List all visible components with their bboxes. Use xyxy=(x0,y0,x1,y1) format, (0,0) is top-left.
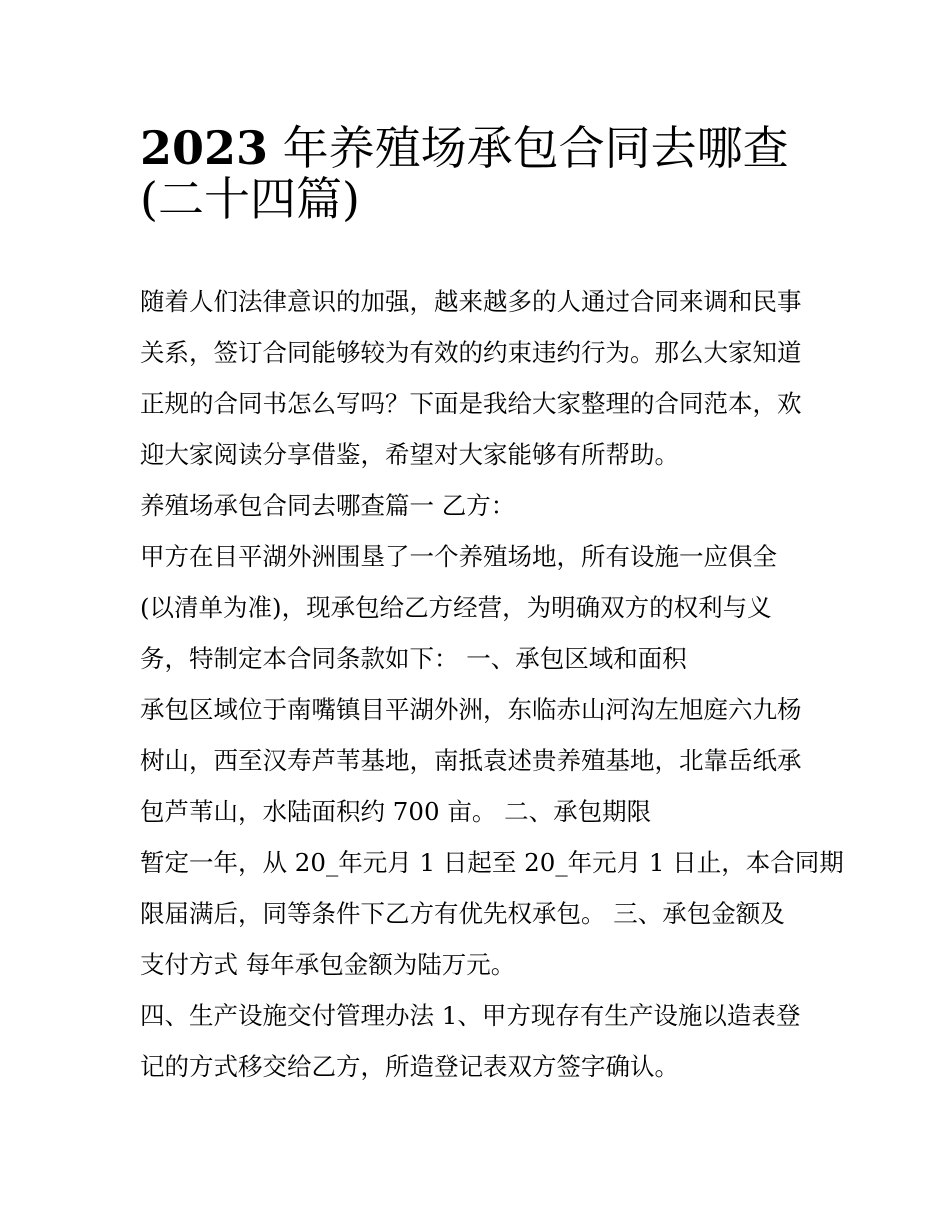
body-line: 承包区域位于南嘴镇目平湖外洲，东临赤山河沟左旭庭六九杨 xyxy=(140,695,802,724)
body-line: 甲方在目平湖外洲围垦了一个养殖场地，所有设施一应俱全 xyxy=(140,542,777,571)
body-line: 树山，西至汉寿芦苇基地，南抵袁述贵养殖基地，北靠岳纸承 xyxy=(140,746,802,775)
body-line: 支付方式 每年承包金额为陆万元。 xyxy=(140,950,516,979)
body-line: 暂定一年，从 20_年元月 1 日起至 20_年元月 1 日止，本合同期 xyxy=(140,848,844,877)
title-year: 2023 xyxy=(140,121,269,175)
title-line-1-text: 年养殖场承包合同去哪查 xyxy=(268,121,789,175)
document-title xyxy=(140,114,830,226)
section-heading: 养殖场承包合同去哪查篇一 乙方： xyxy=(140,491,516,520)
body-line: 迎大家阅读分享借鉴，希望对大家能够有所帮助。 xyxy=(140,440,679,469)
body-line: 随着人们法律意识的加强，越来越多的人通过合同来调和民事 xyxy=(140,287,802,316)
body-line: 正规的合同书怎么写吗？下面是我给大家整理的合同范本，欢 xyxy=(140,389,802,418)
body-line: 限届满后，同等条件下乙方有优先权承包。 三、承包金额及 xyxy=(140,899,785,928)
body-line: (以清单为准)，现承包给乙方经营，为明确双方的权利与义 xyxy=(140,593,772,622)
body-line: 关系，签订合同能够较为有效的约束违约行为。那么大家知道 xyxy=(140,338,802,367)
body-line: 记的方式移交给乙方，所造登记表双方签字确认。 xyxy=(140,1052,679,1081)
document-body xyxy=(140,276,844,1092)
body-line: 务，特制定本合同条款如下： 一、承包区域和面积 xyxy=(140,644,687,673)
title-line-2: (二十四篇) xyxy=(140,172,360,226)
title-line-1 xyxy=(140,114,830,175)
body-line: 包芦苇山，水陆面积约 700 亩。 二、承包期限 xyxy=(140,797,652,826)
body-line: 四、生产设施交付管理办法 1、甲方现存有生产设施以造表登 xyxy=(140,1001,801,1030)
